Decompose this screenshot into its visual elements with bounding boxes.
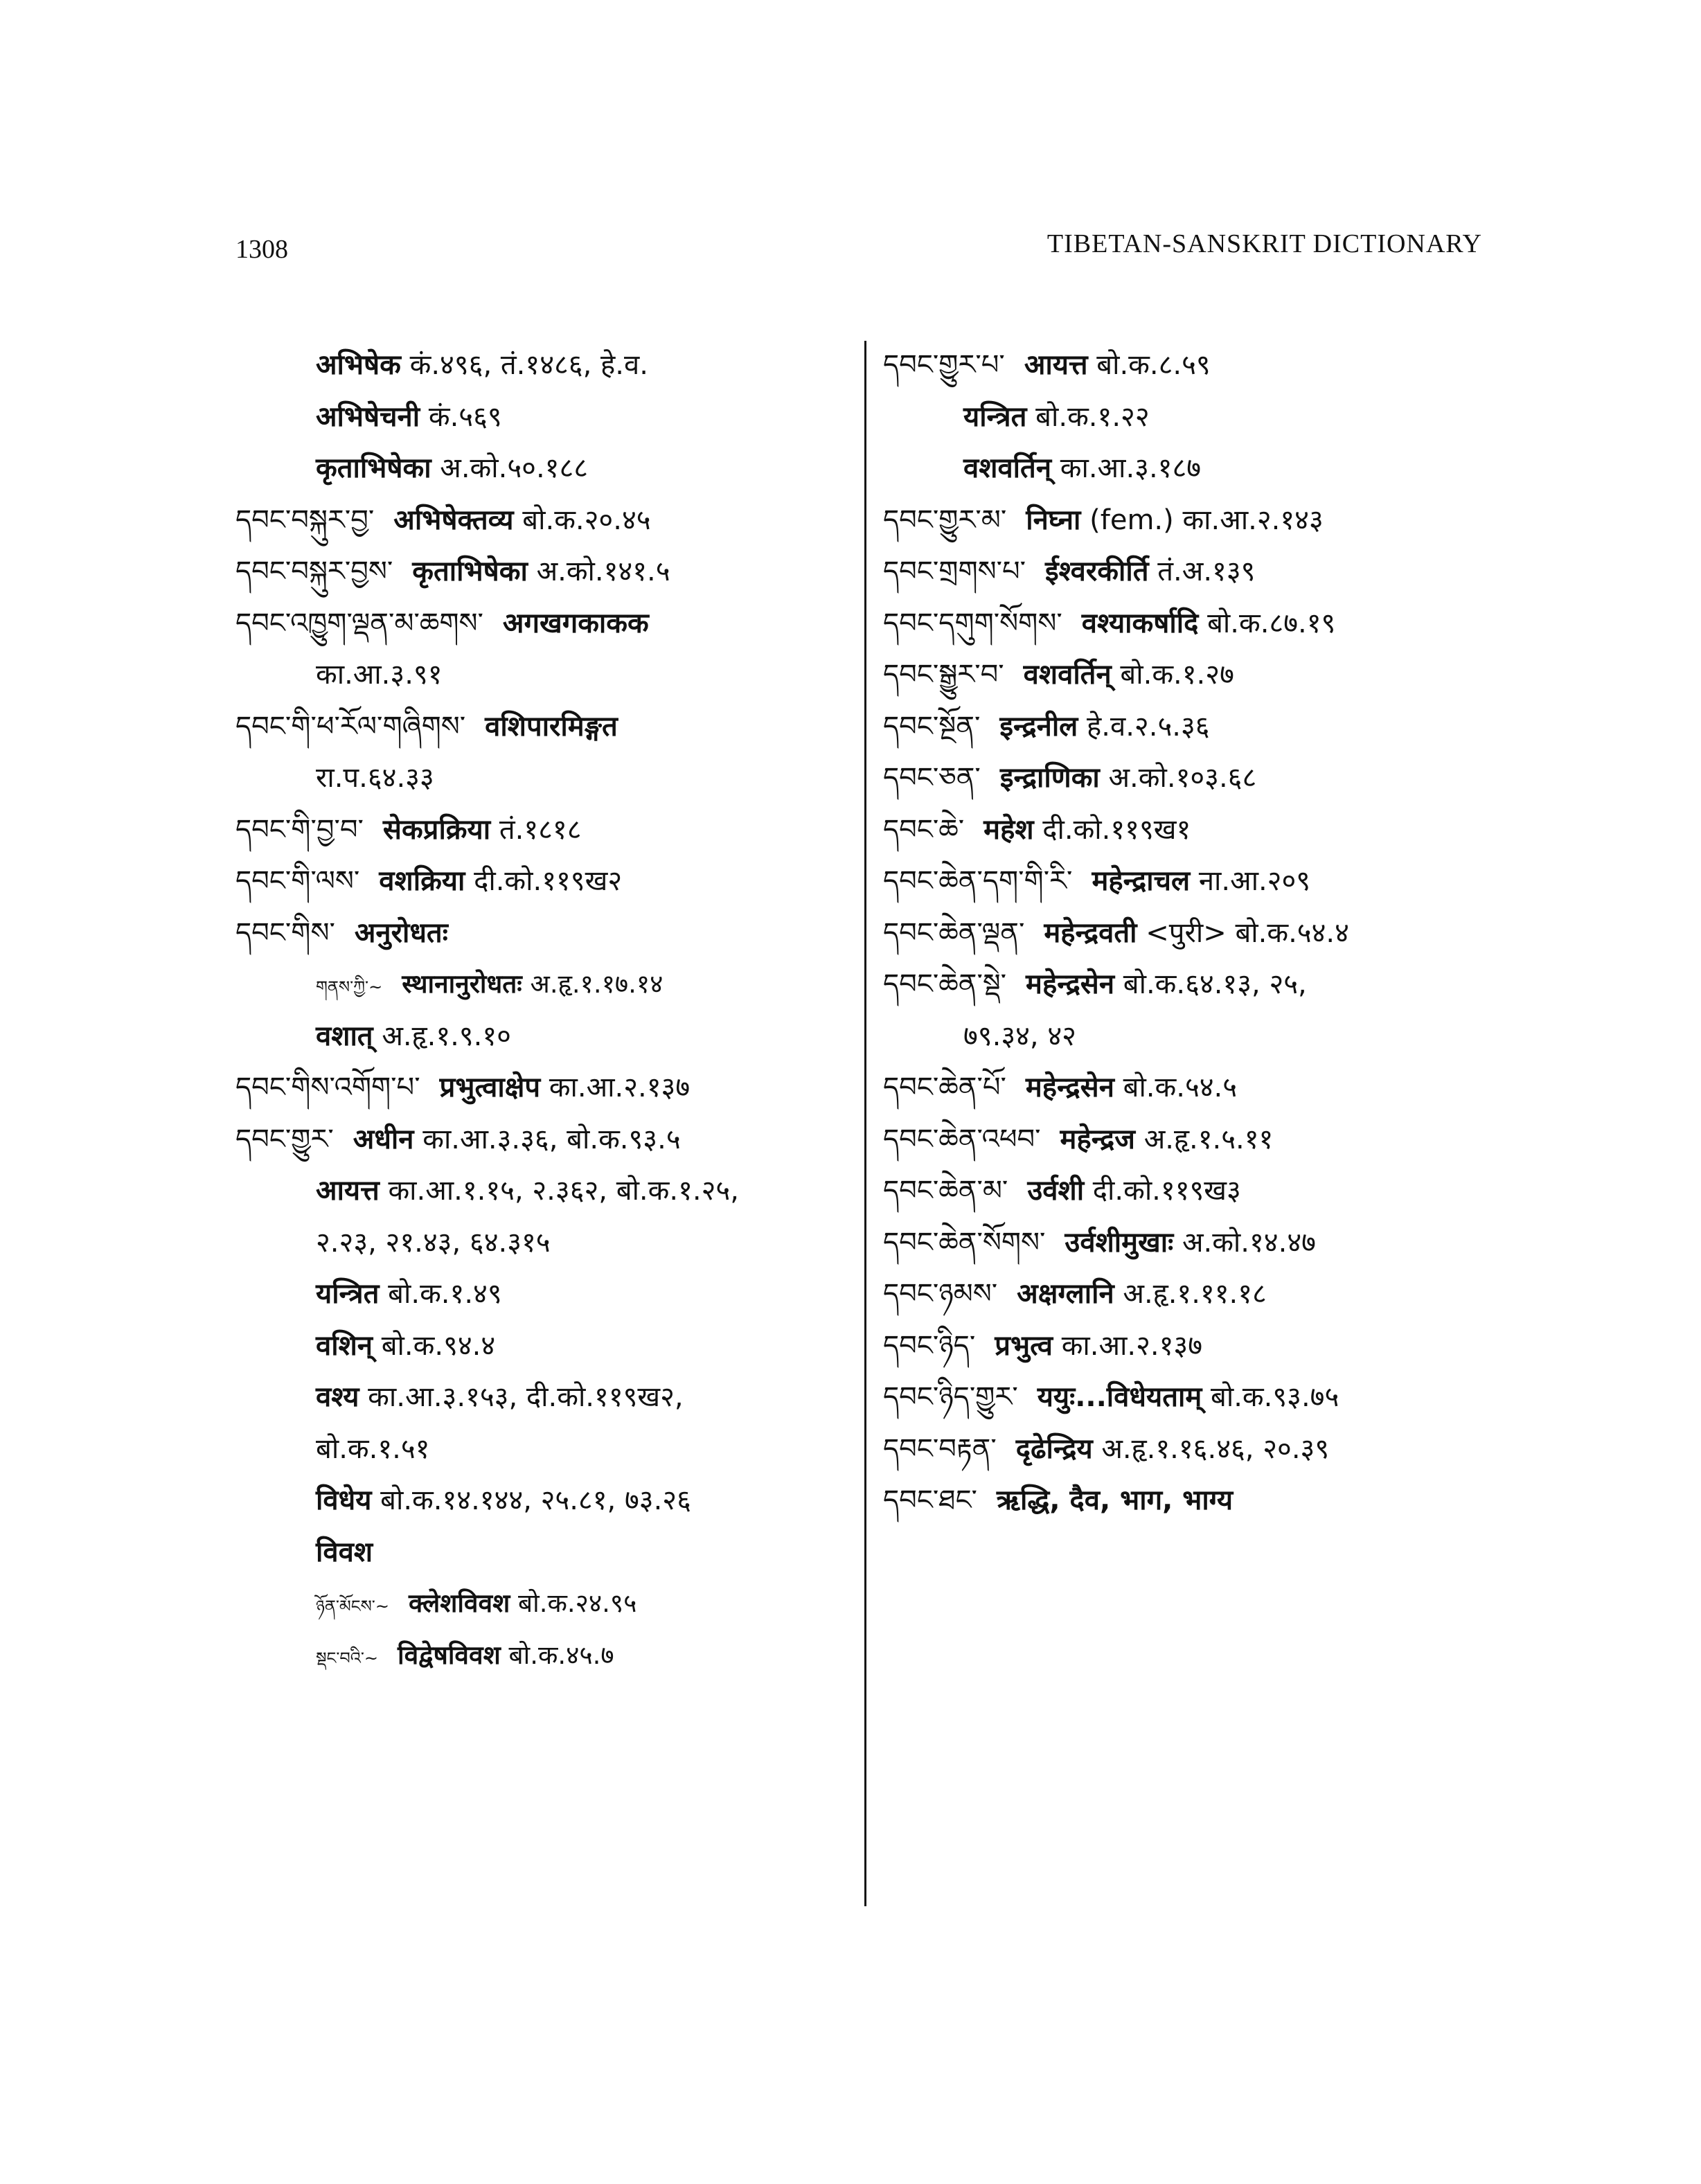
sanskrit-equivalent: विवश bbox=[316, 1536, 373, 1568]
dictionary-line bbox=[235, 391, 845, 443]
dictionary-line bbox=[883, 598, 1493, 650]
dictionary-line bbox=[235, 907, 845, 959]
headword-tibetan: དབང་གིས་འགོག་པ་ bbox=[235, 1072, 420, 1103]
dictionary-line bbox=[235, 495, 845, 547]
source-reference: अ.हृ.१.११.१८ bbox=[1123, 1278, 1267, 1310]
dictionary-line bbox=[235, 1578, 845, 1630]
headword-tibetan: དབང་གྱུར་མ་ bbox=[883, 504, 1007, 536]
dictionary-line bbox=[235, 598, 845, 650]
dictionary-line bbox=[235, 1165, 845, 1217]
headword-tibetan: དབང་ཉིད་གྱུར་ bbox=[883, 1381, 1018, 1413]
dictionary-line bbox=[883, 1165, 1493, 1217]
headword-tibetan: དབང་ཅན་ bbox=[883, 762, 981, 794]
dictionary-line bbox=[883, 391, 1493, 443]
sanskrit-equivalent: यन्त्रित bbox=[316, 1278, 380, 1310]
sanskrit-equivalent: वश्य bbox=[316, 1381, 359, 1413]
headword-tibetan: དབང་དགུག་སོགས་ bbox=[883, 607, 1062, 639]
source-reference: बो.क.८.५९ bbox=[1096, 349, 1211, 381]
sanskrit-equivalent: ऋद्धि, दैव, भाग, भाग्य bbox=[996, 1484, 1234, 1516]
headword-tibetan: དབང་གི་བྱ་བ་ bbox=[235, 813, 364, 846]
sanskrit-equivalent: महेन्द्रवती bbox=[1044, 916, 1137, 949]
source-reference: अ.को.५०.१८८ bbox=[440, 452, 589, 484]
column-divider bbox=[864, 341, 866, 1906]
sanskrit-equivalent: वशक्रिया bbox=[379, 865, 465, 897]
source-reference: दी.को.११९ख३ bbox=[1092, 1175, 1241, 1207]
sanskrit-equivalent: ईश्वरकीर्ति bbox=[1045, 556, 1149, 587]
sanskrit-equivalent: कृताभिषेका bbox=[316, 452, 431, 484]
source-reference: बो.क.१.२२ bbox=[1035, 400, 1150, 433]
sanskrit-equivalent: वशिन् bbox=[316, 1329, 373, 1362]
source-reference: <पुरी> बो.क.५४.४ bbox=[1146, 916, 1349, 949]
sanskrit-equivalent: क्लेशविवश bbox=[408, 1588, 510, 1618]
dictionary-line bbox=[235, 701, 845, 753]
dictionary-line bbox=[883, 701, 1493, 753]
source-reference: अ.हृ.१.९.१० bbox=[382, 1020, 511, 1052]
sanskrit-equivalent: महेन्द्रज bbox=[1060, 1123, 1135, 1155]
sanskrit-equivalent: दृढेन्द्रिय bbox=[1015, 1432, 1093, 1465]
source-reference: बो.क.१.४९ bbox=[388, 1278, 502, 1310]
sanskrit-equivalent: अभिषेक bbox=[316, 349, 401, 381]
dictionary-line bbox=[883, 443, 1493, 495]
dictionary-line bbox=[235, 752, 845, 804]
dictionary-line bbox=[235, 804, 845, 856]
source-reference: ना.आ.२०९ bbox=[1198, 865, 1311, 897]
dictionary-line bbox=[883, 1423, 1493, 1475]
source-reference: २.२३, २१.४३, ६४.३१५ bbox=[316, 1226, 551, 1259]
dictionary-line bbox=[235, 1320, 845, 1372]
dictionary-line bbox=[235, 1371, 845, 1423]
source-reference: बो.क.८७.१९ bbox=[1207, 607, 1336, 639]
headword-tibetan: དབང་ཉམས་ bbox=[883, 1278, 998, 1310]
source-reference: बो.क.१४.१४४, २५.८१, ७३.२६ bbox=[380, 1484, 691, 1516]
sanskrit-equivalent: वशवर्तिन् bbox=[1023, 659, 1112, 691]
sanskrit-equivalent: आयत्त bbox=[316, 1175, 380, 1207]
source-reference: कं.५६९ bbox=[428, 400, 502, 433]
headword-tibetan: དབང་ཆེན་འཕབ་ bbox=[883, 1123, 1041, 1155]
dictionary-line bbox=[235, 1011, 845, 1063]
source-reference: अ.हृ.१.५.११ bbox=[1143, 1123, 1274, 1155]
headword-tibetan: དབང་གི་ཕ་རོལ་གཞིགས་ bbox=[235, 710, 466, 743]
dictionary-line bbox=[883, 1475, 1493, 1527]
sub-entry-tibetan: སྡང་བའི་~ bbox=[316, 1648, 379, 1668]
dictionary-line bbox=[235, 649, 845, 701]
source-reference: बो.क.९३.७५ bbox=[1211, 1381, 1339, 1413]
source-reference: का.आ.३.९१ bbox=[316, 659, 443, 691]
source-reference: बो.क.१.५१ bbox=[316, 1432, 430, 1465]
sanskrit-equivalent: यन्त्रित bbox=[963, 400, 1027, 433]
source-reference: बो.क.५४.५ bbox=[1123, 1072, 1238, 1103]
source-reference: का.आ.१.१५, २.३६२, बो.क.१.२५, bbox=[388, 1175, 739, 1207]
source-reference: हे.व.२.५.३६ bbox=[1087, 710, 1210, 743]
sanskrit-equivalent: निघ्ना bbox=[1026, 504, 1081, 536]
dictionary-line bbox=[235, 1268, 845, 1320]
source-reference: बो.क.९४.४ bbox=[381, 1329, 496, 1362]
sanskrit-equivalent: महेन्द्राचल bbox=[1092, 865, 1191, 897]
source-reference: का.आ.३.३६, बो.क.९३.५ bbox=[422, 1123, 681, 1155]
dictionary-line bbox=[883, 495, 1493, 547]
source-reference: दी.को.११९ख२ bbox=[474, 865, 623, 897]
right-column bbox=[883, 339, 1493, 1527]
dictionary-line bbox=[883, 804, 1493, 856]
headword-tibetan: དབང་ཆེན་སྡེ་ bbox=[883, 968, 1007, 1000]
sanskrit-equivalent: अक्षग्लानि bbox=[1017, 1278, 1114, 1310]
headword-tibetan: དབང་གི་ལས་ bbox=[235, 865, 360, 897]
dictionary-line bbox=[883, 752, 1493, 804]
running-header: TIBETAN-SANSKRIT DICTIONARY bbox=[1047, 229, 1482, 258]
dictionary-line bbox=[235, 1527, 845, 1579]
dictionary-line bbox=[883, 1062, 1493, 1114]
source-reference: बो.क.२०.४५ bbox=[522, 504, 651, 536]
headword-tibetan: དབང་སྔོན་ bbox=[883, 710, 981, 743]
dictionary-line bbox=[235, 546, 845, 598]
sanskrit-equivalent: प्रभुत्व bbox=[995, 1329, 1053, 1362]
source-reference: कं.४९६, तं.१४८६, हे.व. bbox=[409, 349, 648, 381]
dictionary-line bbox=[235, 855, 845, 907]
source-reference: ७९.३४, ४२ bbox=[963, 1020, 1076, 1052]
dictionary-line bbox=[883, 1011, 1493, 1063]
headword-tibetan: དབང་གིས་ bbox=[235, 916, 335, 949]
sanskrit-equivalent: विद्वेषविवश bbox=[398, 1640, 501, 1670]
sanskrit-equivalent: कृताभिषेका bbox=[412, 556, 528, 587]
headword-tibetan: དབང་ཆེན་དག་གི་རི་ bbox=[883, 865, 1073, 897]
sanskrit-equivalent: वशवर्तिन् bbox=[963, 452, 1052, 484]
source-reference: अ.को.१४.४७ bbox=[1182, 1226, 1316, 1259]
sanskrit-equivalent: महेश bbox=[983, 813, 1034, 846]
source-reference: का.आ.३.१५३, दी.को.११९ख२, bbox=[368, 1381, 684, 1413]
source-reference: अ.हृ.१.१७.१४ bbox=[530, 969, 664, 999]
dictionary-line bbox=[883, 1371, 1493, 1423]
source-reference: बो.क.२४.९५ bbox=[518, 1588, 637, 1618]
dictionary-line bbox=[235, 1114, 845, 1166]
source-reference: का.आ.२.१३७ bbox=[1061, 1329, 1203, 1362]
dictionary-line bbox=[235, 959, 845, 1011]
sanskrit-equivalent: अभिषेक्तव्य bbox=[393, 504, 514, 536]
headword-tibetan: དབང་བསྐུར་བྱས་ bbox=[235, 556, 393, 587]
sanskrit-equivalent: ययुः...विधेयताम् bbox=[1037, 1381, 1202, 1413]
sanskrit-equivalent: उर्वशीमुखाः bbox=[1065, 1226, 1174, 1259]
headword-tibetan: དབང་སྒྱུར་བ་ bbox=[883, 659, 1004, 691]
headword-tibetan: དབང་ཆེན་མ་ bbox=[883, 1175, 1008, 1207]
sanskrit-equivalent: वशात् bbox=[316, 1020, 373, 1052]
dictionary-line bbox=[883, 959, 1493, 1011]
source-reference: तं.अ.१३९ bbox=[1157, 556, 1256, 587]
dictionary-line bbox=[883, 1217, 1493, 1269]
headword-tibetan: དབང་འཁྱུག་ལྡན་མ་ཆགས་ bbox=[235, 607, 483, 639]
dictionary-line bbox=[883, 339, 1493, 391]
sanskrit-equivalent: सेकप्रक्रिया bbox=[382, 813, 491, 846]
source-reference: बो.क.६४.१३, २५, bbox=[1123, 968, 1307, 1000]
dictionary-line bbox=[883, 855, 1493, 907]
dictionary-line bbox=[235, 1475, 845, 1527]
sanskrit-equivalent: उर्वशी bbox=[1027, 1175, 1085, 1207]
headword-tibetan: དབང་ཆེ་ bbox=[883, 813, 965, 846]
dictionary-line bbox=[883, 1268, 1493, 1320]
headword-tibetan: དབང་ཆེན་སོགས་ bbox=[883, 1226, 1046, 1259]
left-column bbox=[235, 339, 845, 1681]
headword-tibetan: དབང་ཉིད་ bbox=[883, 1329, 976, 1362]
dictionary-line bbox=[235, 339, 845, 391]
dictionary-line bbox=[235, 1630, 845, 1682]
sanskrit-equivalent: अनुरोधतः bbox=[354, 916, 448, 949]
dictionary-line bbox=[883, 649, 1493, 701]
sanskrit-equivalent: महेन्द्रसेन bbox=[1025, 1072, 1114, 1103]
page-number: 1308 bbox=[235, 235, 288, 264]
source-reference: (fem.) का.आ.२.१४३ bbox=[1089, 504, 1324, 536]
dictionary-line bbox=[883, 907, 1493, 959]
sanskrit-equivalent: विधेय bbox=[316, 1484, 372, 1516]
dictionary-line bbox=[883, 1114, 1493, 1166]
sanskrit-equivalent: प्रभुत्वाक्षेप bbox=[439, 1072, 541, 1103]
source-reference: अ.को.१०३.६८ bbox=[1108, 762, 1257, 794]
source-reference: रा.प.६४.३३ bbox=[316, 762, 434, 794]
sanskrit-equivalent: अगखगकाकक bbox=[502, 607, 649, 639]
source-reference: अ.हृ.१.१६.४६, २०.३९ bbox=[1101, 1432, 1330, 1465]
sub-entry-tibetan: ཉོན་མོངས་~ bbox=[316, 1597, 389, 1616]
sanskrit-equivalent: वश्याकर्षादि bbox=[1081, 607, 1199, 639]
headword-tibetan: དབང་གྲགས་པ་ bbox=[883, 556, 1026, 587]
sanskrit-equivalent: इन्द्राणिका bbox=[999, 762, 1100, 794]
headword-tibetan: དབང་གྱུར་པ་ bbox=[883, 349, 1005, 381]
dictionary-line bbox=[883, 546, 1493, 598]
dictionary-line bbox=[235, 1217, 845, 1269]
source-reference: तं.१८१८ bbox=[499, 813, 582, 846]
sub-entry-tibetan: གནས་ཀྱི་~ bbox=[316, 977, 383, 997]
source-reference: अ.को.१४१.५ bbox=[536, 556, 670, 587]
sanskrit-equivalent: अधीन bbox=[353, 1123, 414, 1155]
dictionary-line bbox=[235, 1062, 845, 1114]
sanskrit-equivalent: आयत्त bbox=[1024, 349, 1088, 381]
headword-tibetan: དབང་ཆེན་པོ་ bbox=[883, 1072, 1006, 1103]
headword-tibetan: དབང་ཐང་ bbox=[883, 1484, 977, 1516]
dictionary-line bbox=[235, 443, 845, 495]
sanskrit-equivalent: स्थानानुरोधतः bbox=[402, 969, 522, 999]
sanskrit-equivalent: अभिषेचनी bbox=[316, 400, 420, 433]
source-reference: बो.क.४५.७ bbox=[508, 1640, 614, 1670]
headword-tibetan: དབང་བསྐུར་བྱ་ bbox=[235, 504, 375, 536]
sanskrit-equivalent: वशिपारमिङ्गत bbox=[485, 710, 618, 743]
headword-tibetan: དབང་བརྟན་ bbox=[883, 1432, 997, 1465]
sanskrit-equivalent: इन्द्रनील bbox=[999, 710, 1078, 743]
headword-tibetan: དབང་ཆེན་ལྡན་ bbox=[883, 916, 1025, 949]
dictionary-line bbox=[883, 1320, 1493, 1372]
source-reference: का.आ.३.१८७ bbox=[1060, 452, 1202, 484]
source-reference: दी.को.११९ख१ bbox=[1042, 813, 1191, 846]
source-reference: बो.क.१.२७ bbox=[1120, 659, 1234, 691]
sanskrit-equivalent: महेन्द्रसेन bbox=[1026, 968, 1115, 1000]
source-reference: का.आ.२.१३७ bbox=[549, 1072, 691, 1103]
headword-tibetan: དབང་གྱུར་ bbox=[235, 1123, 334, 1155]
dictionary-line bbox=[235, 1423, 845, 1475]
